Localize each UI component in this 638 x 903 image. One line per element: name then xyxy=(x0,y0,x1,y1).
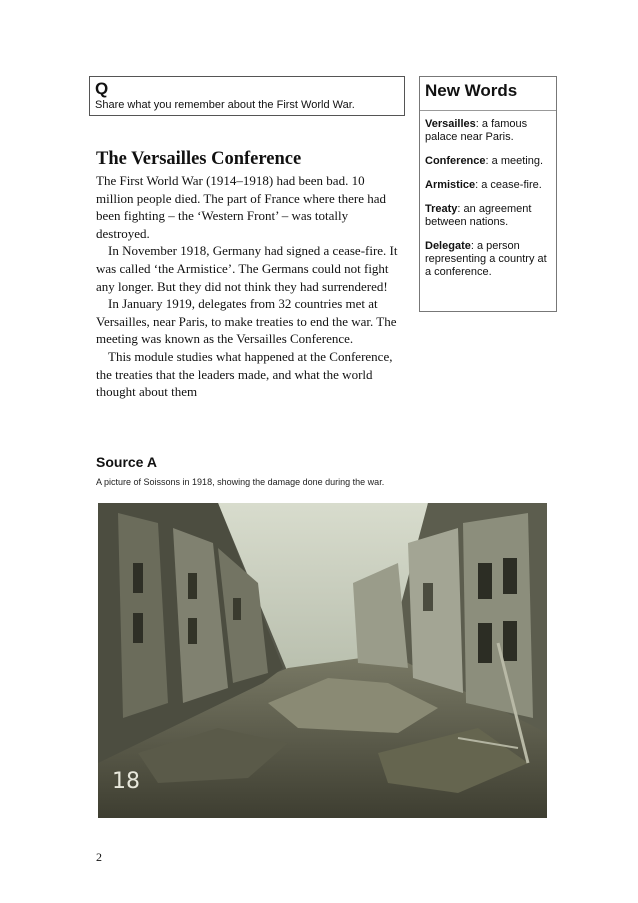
word-entry-delegate xyxy=(425,240,551,279)
word-definition: : an agreement between nations. xyxy=(425,203,532,228)
question-box xyxy=(89,76,405,116)
word-entry-conference xyxy=(425,155,551,168)
article-paragraph-1: The First World War (1914–1918) had been bad. 10 million people died. The part of France where there had been fighting – the ‘Western Front’ – was totally destroyed. xyxy=(96,173,386,241)
word-entry-armistice xyxy=(425,179,551,192)
ruined-street-photo xyxy=(98,503,547,818)
question-letter: Q xyxy=(95,79,109,98)
new-words-heading: New Words xyxy=(425,81,518,100)
word-definition: : a famous palace near Paris. xyxy=(425,118,528,143)
word-definition: : a person representing a country at a conference. xyxy=(425,240,547,278)
soissons-photo xyxy=(98,503,547,818)
word-term: Delegate xyxy=(425,240,471,252)
word-definition: : a meeting. xyxy=(485,155,544,167)
divider xyxy=(420,110,556,111)
article xyxy=(96,148,404,401)
article-paragraph-2: In November 1918, Germany had signed a cease-fire. It was called ‘the Armistice’. The Germans could not fight any longer. But they did not think they had surrendered! xyxy=(96,243,398,294)
word-definition: : a cease-fire. xyxy=(475,179,542,191)
source-title: Source A xyxy=(96,454,157,470)
article-title: The Versailles Conference xyxy=(96,149,302,169)
word-term: Versailles xyxy=(425,118,476,130)
word-term: Conference xyxy=(425,155,486,167)
word-term: Armistice xyxy=(425,179,476,191)
question-prompt: Share what you remember about the First World War. xyxy=(95,99,355,111)
photo-marking: 18 xyxy=(112,769,140,794)
page-number: 2 xyxy=(96,850,102,864)
article-paragraph-3: In January 1919, delegates from 32 countries met at Versailles, near Paris, to make treaties to end the war. The meeting was known as the Versailles Conference. xyxy=(96,296,397,347)
word-term: Treaty xyxy=(425,203,458,215)
new-words-box xyxy=(419,76,557,312)
word-entry-versailles xyxy=(425,118,551,144)
word-entry-treaty xyxy=(425,203,551,229)
article-paragraph-4: This module studies what happened at the Conference, the treaties that the leaders made, and what the world thought about them xyxy=(96,348,393,400)
source-caption: A picture of Soissons in 1918, showing the damage done during the war. xyxy=(96,477,385,487)
